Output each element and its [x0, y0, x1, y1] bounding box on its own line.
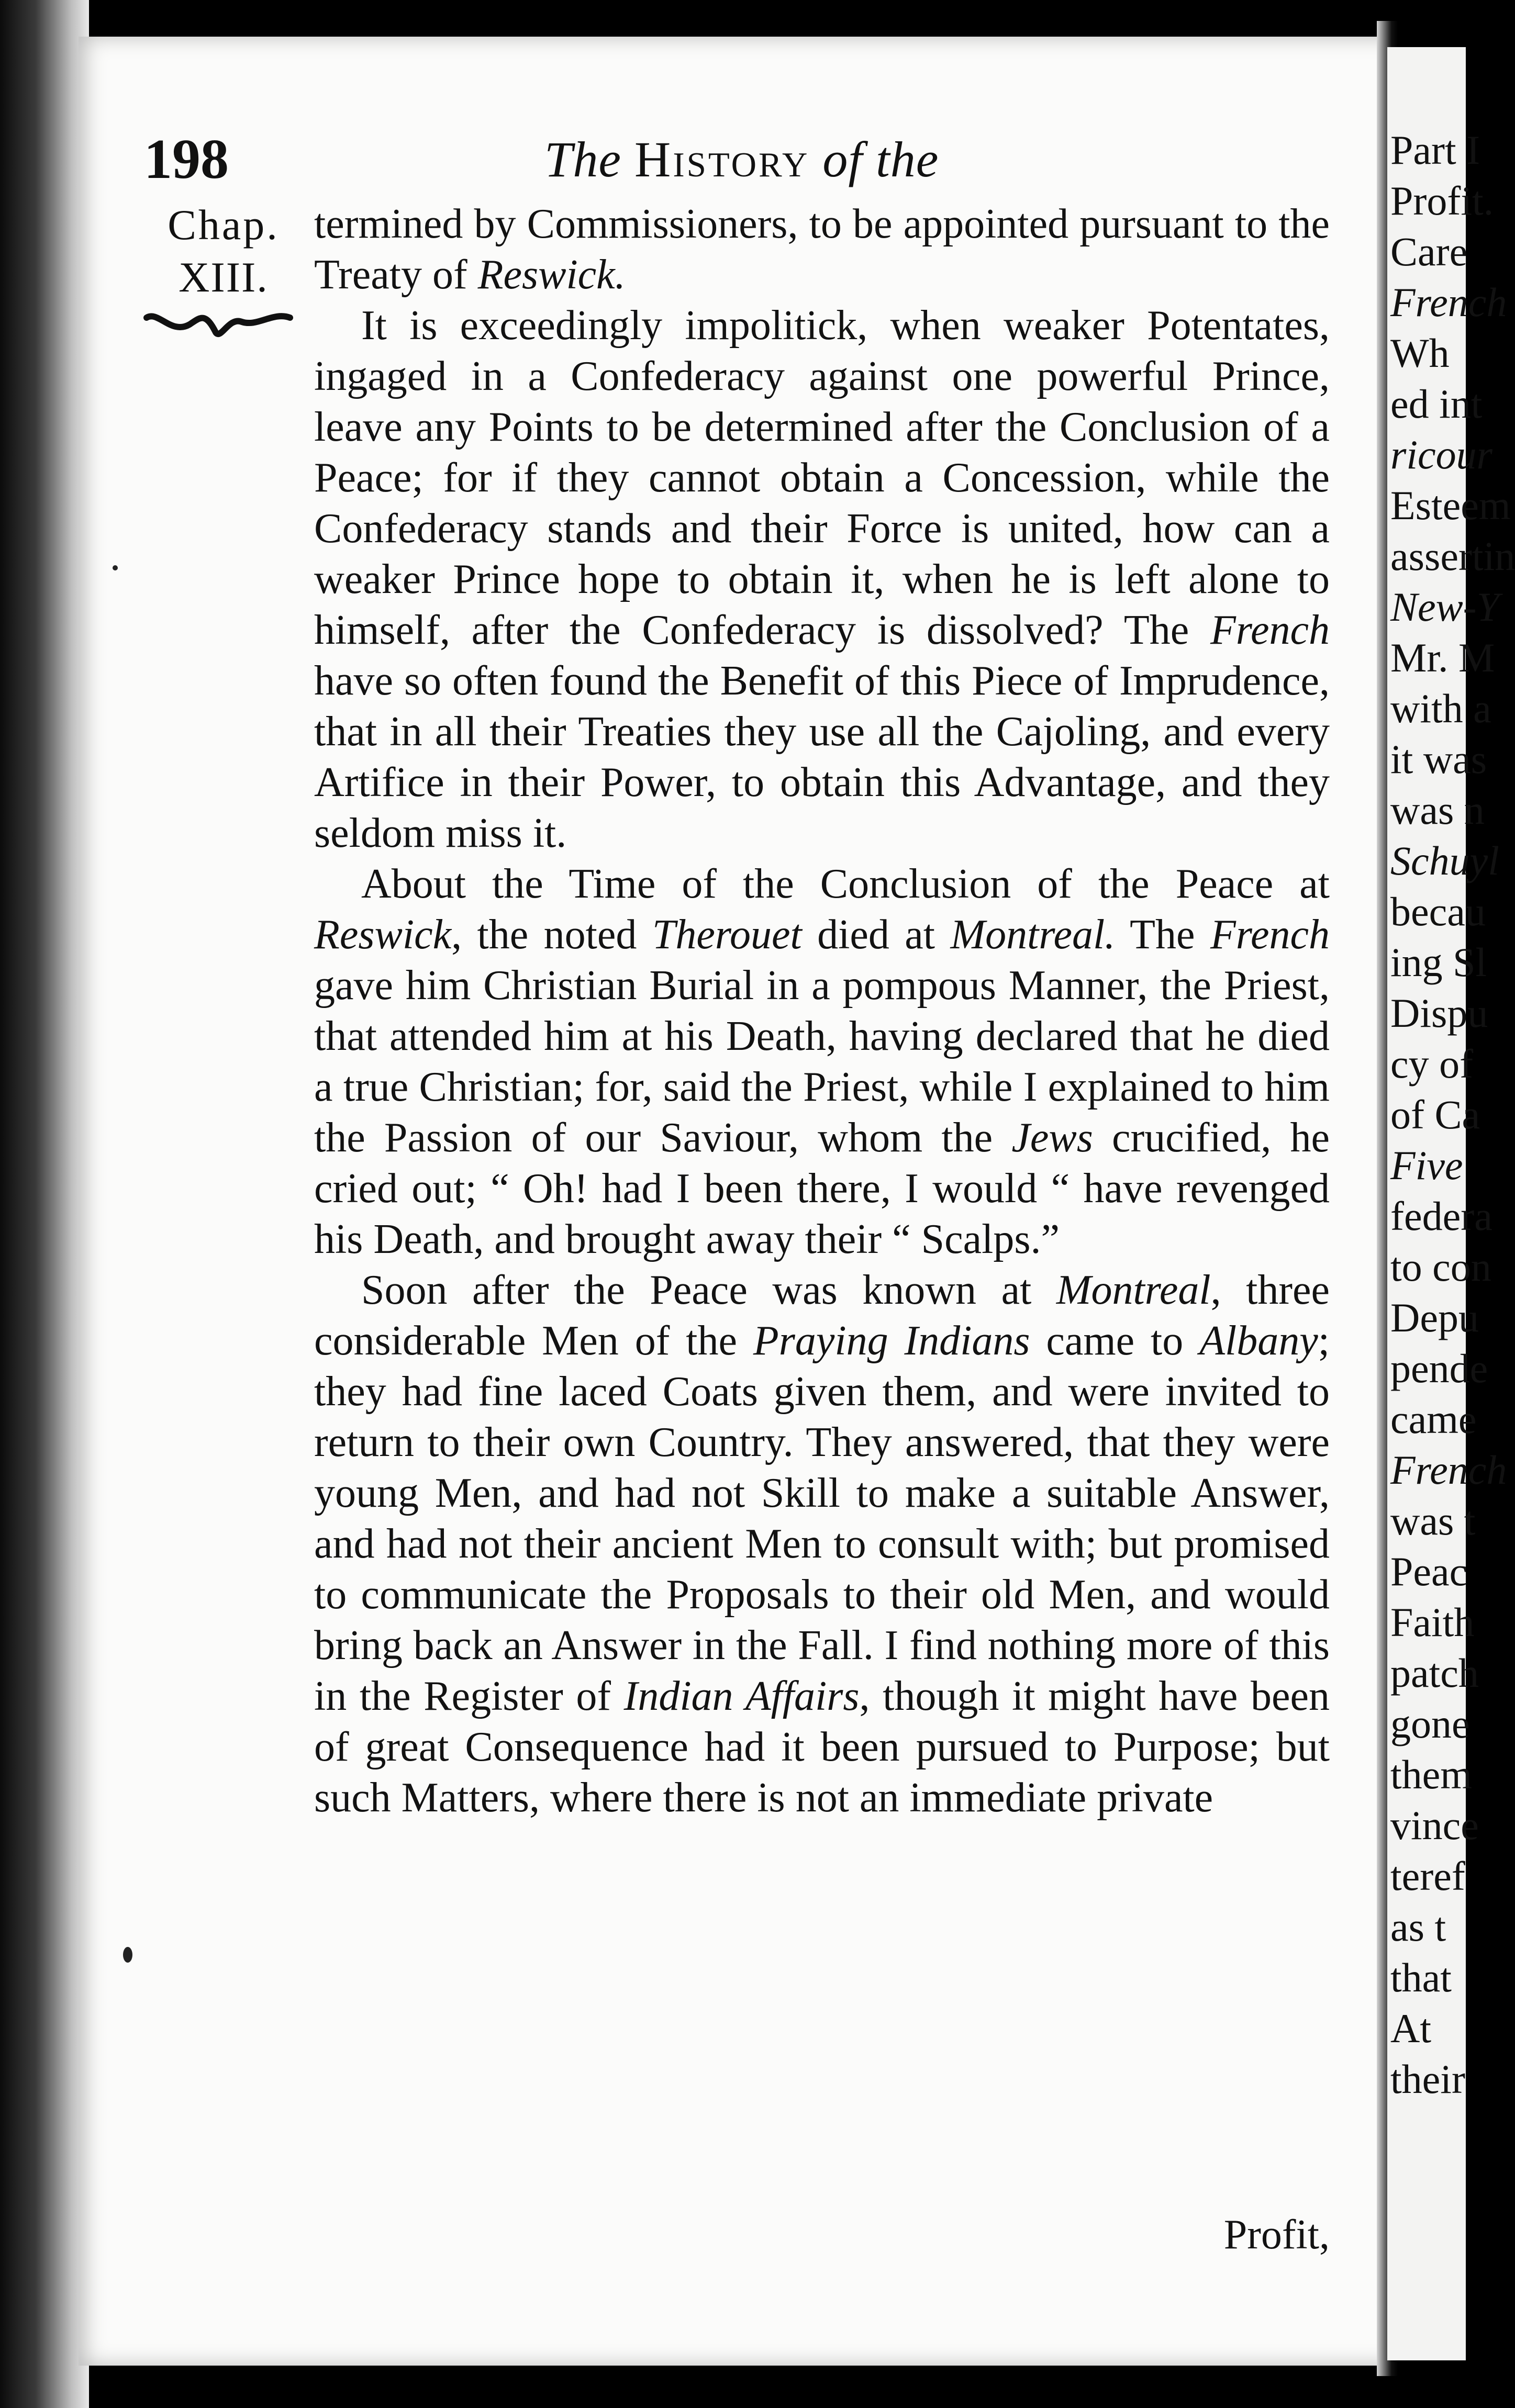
- facing-page-fragment: New-Y: [1390, 584, 1500, 630]
- facing-page-fragment: Peac: [1390, 1549, 1468, 1594]
- facing-page-edge: [1387, 47, 1515, 2360]
- facing-page-fragment: Esteem: [1390, 483, 1511, 528]
- facing-page-fragment: ing Sl: [1390, 939, 1487, 985]
- facing-page-fragment: Mr. M: [1390, 635, 1495, 680]
- facing-page-fragment: of Ca: [1390, 1092, 1480, 1137]
- facing-page-fragment: them: [1390, 1752, 1472, 1797]
- page-number: 198: [144, 128, 229, 191]
- italic-text-run: Jews: [1011, 1115, 1093, 1161]
- facing-page-fragment: was n: [1390, 787, 1485, 833]
- facing-page-fragment: to con: [1390, 1244, 1491, 1290]
- facing-page-fragment: that: [1390, 1955, 1452, 2000]
- facing-page-fragment: Five: [1390, 1143, 1463, 1188]
- italic-text-run: Reswick.: [477, 252, 626, 298]
- title-the-end: the: [876, 131, 939, 187]
- italic-text-run: Indian Affairs: [623, 1673, 860, 1719]
- facing-page-fragment: was t: [1390, 1498, 1476, 1543]
- facing-page-fragment: French: [1390, 279, 1507, 325]
- facing-page-fragment: French: [1390, 1447, 1507, 1493]
- text-run: , though it might have been of great Consequence had it been pursued to Purpose; but such Matters, where there is not an immediate private: [314, 1673, 1330, 1821]
- text-run: came to: [1030, 1318, 1200, 1364]
- text-run: It is exceedingly impolitick, when weaker Potentates, ingaged in a Confederacy against one powerful Prince, leave any Points to be determined after the Conclusion of a Peace; for if they cannot obtain a Concession, while the Confederacy stands and their Force is united, how can a weaker Prince hope to obtain it, when he is left alone to himself, after the Confederacy is dissolved? The: [314, 303, 1330, 653]
- scan-speck: [113, 565, 118, 570]
- italic-text-run: French: [1210, 607, 1330, 653]
- paragraph: [314, 199, 1330, 300]
- text-run: About the Time of the Conclusion of the Peace at: [361, 861, 1330, 907]
- facing-page-fragment: Faith: [1390, 1599, 1475, 1645]
- italic-text-run: Therouet: [652, 912, 802, 958]
- text-run: ; they had fine laced Coats given them, and were invited to return to their own Country. They answered, that they were young Men, and had not Skill to make a suitable Answer, and had not their ancient Men to consult with; but promised to communicate the Proposals to their old Men, and would bring back an Answer in the Fall. I find nothing more of this in the Register of: [314, 1318, 1330, 1719]
- facing-page-fragment: Part I: [1390, 127, 1480, 173]
- facing-page-fragment: cy of: [1390, 1041, 1474, 1087]
- chapter-number: XIII.: [179, 253, 269, 301]
- text-run: gave him Christian Burial in a pompous Manner, the Priest, that attended him at his Death, having declared that he died a true Christian; for, said the Priest, while I explained to him the Passion of our Saviour, whom the: [314, 962, 1330, 1161]
- text-run: died at: [801, 912, 951, 958]
- text-run: , the noted: [451, 912, 652, 958]
- italic-text-run: Reswick: [314, 912, 452, 958]
- title-the: The: [544, 131, 621, 187]
- running-title: [544, 120, 939, 199]
- facing-page-fragment: ricour: [1390, 432, 1492, 477]
- title-history: History: [634, 131, 810, 187]
- text-run: , three considerable Men of the: [314, 1267, 1330, 1364]
- facing-page-fragment: Wh: [1390, 330, 1450, 376]
- facing-page-fragment: pende: [1390, 1346, 1488, 1391]
- scan-gutter: [0, 0, 89, 2408]
- paragraph: [314, 1265, 1330, 1823]
- chapter-margin-note: [137, 199, 310, 304]
- facing-page-fragment: assertin: [1390, 533, 1515, 579]
- facing-page-fragment: it was: [1390, 736, 1487, 782]
- italic-text-run: French: [1210, 912, 1330, 958]
- italic-text-run: Montreal.: [950, 912, 1116, 958]
- italic-text-run: Montreal: [1056, 1267, 1211, 1313]
- facing-page-fragment: At: [1390, 2006, 1431, 2051]
- text-run: termined by Commissioners, to be appointed pursuant to the Treaty of: [314, 201, 1330, 298]
- facing-page-fragment: Depu: [1390, 1295, 1479, 1340]
- ornament-swash-icon: [142, 306, 294, 343]
- facing-page-fragment: gone: [1390, 1701, 1470, 1746]
- facing-page-fragment: teref: [1390, 1853, 1465, 1899]
- text-run: crucified, he cried out; “ Oh! had I been there, I would “ have revenged his Death, and brought away their “ Scalps.”: [314, 1115, 1330, 1262]
- facing-page-fragment: ed int: [1390, 381, 1483, 427]
- facing-page-fragment: their: [1390, 2056, 1465, 2102]
- catchword: Profit,: [1223, 2212, 1330, 2258]
- body-text: [314, 199, 1330, 1823]
- scan-speck: [123, 1947, 132, 1963]
- facing-page-fragment: federa: [1390, 1193, 1492, 1239]
- facing-page-fragment: Schuyl: [1390, 838, 1499, 883]
- text-run: have so often found the Benefit of this Piece of Imprudence, that in all their Treaties they use all the Cajoling, and every Artifice in their Power, to obtain this Advantage, and they seldom miss it.: [314, 658, 1330, 856]
- facing-page-fragment: vince: [1390, 1802, 1479, 1848]
- facing-page-fragment: Profit.: [1390, 178, 1494, 223]
- title-of: of: [822, 131, 863, 187]
- facing-page-fragment: patch: [1390, 1650, 1479, 1696]
- paragraph: [314, 859, 1330, 1265]
- paragraph: [314, 300, 1330, 859]
- text-run: Soon after the Peace was known at: [361, 1267, 1056, 1313]
- facing-page-fragment: Dispu: [1390, 990, 1488, 1036]
- facing-page-fragment: becau: [1390, 889, 1486, 934]
- facing-page-fragment: as t: [1390, 1904, 1446, 1950]
- chapter-label: Chap.: [168, 201, 280, 249]
- italic-text-run: Albany: [1199, 1318, 1318, 1364]
- facing-page-fragment: came: [1390, 1396, 1477, 1442]
- text-run: The: [1115, 912, 1210, 958]
- facing-page-fragment: with a: [1390, 686, 1491, 731]
- facing-page-fragment: Care: [1390, 229, 1468, 274]
- italic-text-run: Praying Indians: [753, 1318, 1030, 1364]
- running-head: [0, 120, 1466, 199]
